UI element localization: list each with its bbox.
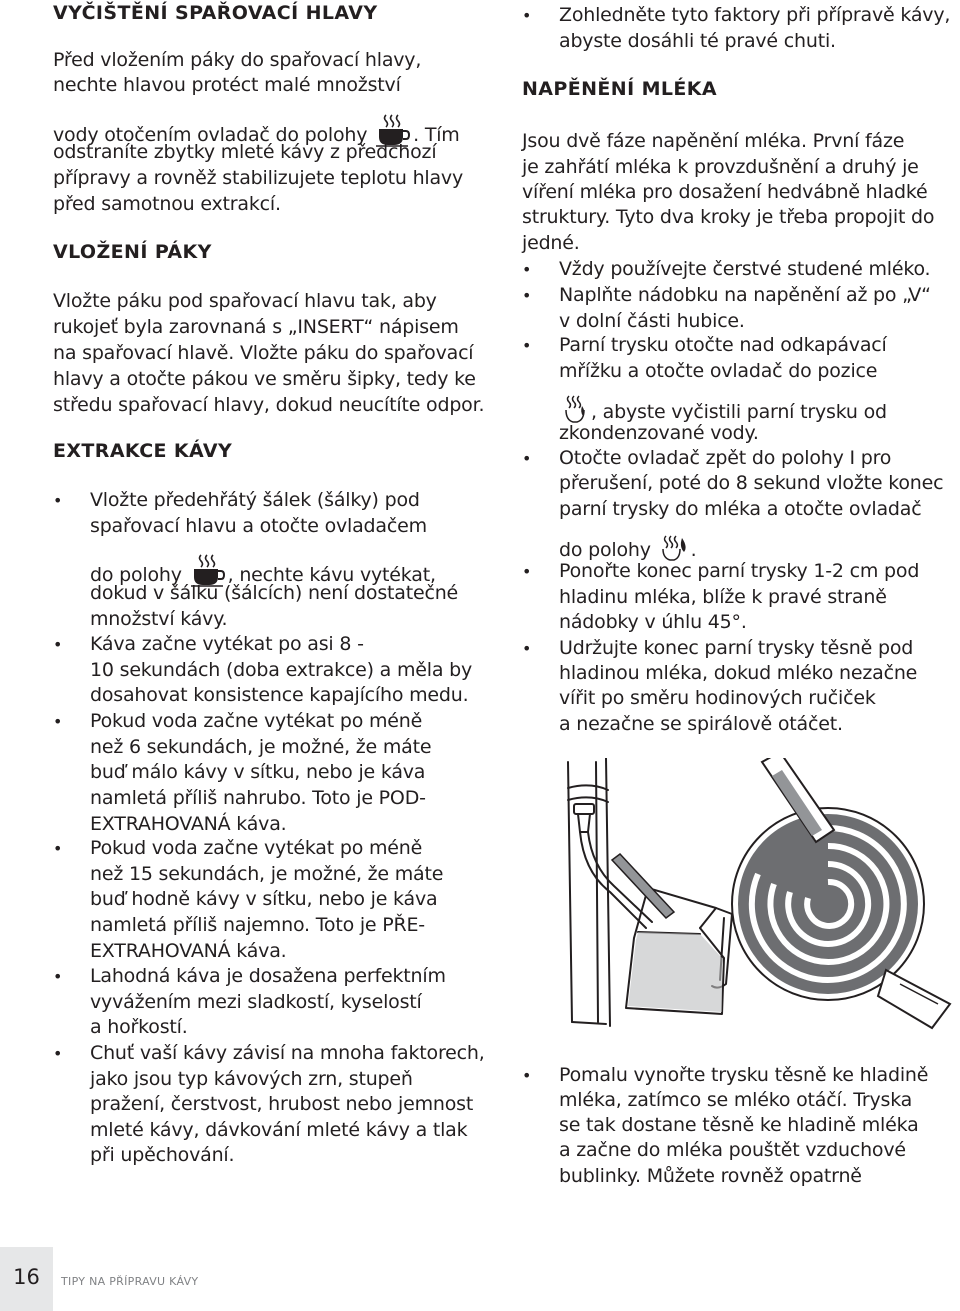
text-line: přerušení, poté do 8 sekund vložte konec xyxy=(559,472,944,494)
text-line: množství kávy. xyxy=(90,608,228,630)
text-line: hladinou mléka, dokud mléko nezačne xyxy=(559,662,918,684)
text-line: Ponořte konec parní trysky 1-2 cm pod xyxy=(559,560,920,582)
bullet: • xyxy=(522,336,532,355)
text-line: Zohledněte tyto faktory při přípravě kávy, xyxy=(559,4,951,26)
text-line: jako jsou typ kávových zrn, stupeň xyxy=(90,1068,413,1090)
text-line: Vložte předehřátý šálek (šálky) pod xyxy=(90,489,420,511)
text-line: namletá příliš nahrubo. Toto je POD- xyxy=(90,787,426,809)
text-line: Otočte ovladač zpět do polohy I pro xyxy=(559,447,892,469)
text-line: Pomalu vynořte trysku těsně ke hladině xyxy=(559,1064,929,1086)
text-line: na spařovací hlavě. Vložte páku do spařovací xyxy=(53,342,474,364)
text-line: nechte hlavou protéct malé množství xyxy=(53,74,401,96)
text-line: Chuť vaší kávy závisí na mnoha faktorech, xyxy=(90,1042,485,1064)
text-line: mřížku a otočte ovladač do pozice xyxy=(559,360,878,382)
text-line: , abyste vyčistili parní trysku od xyxy=(559,394,887,431)
text-line: dokud v šálku (šálcích) není dostatečné xyxy=(90,582,459,604)
milk-frothing-illustration xyxy=(566,758,952,1030)
text-line: víření mléka pro dosažení hedvábně hladké xyxy=(522,181,928,203)
bullet: • xyxy=(522,562,532,581)
text-line: a hořkostí. xyxy=(90,1016,188,1038)
text-line: mléka, zatímco se mléko otáčí. Tryska xyxy=(559,1089,913,1111)
text-line: Pokud voda začne vytékat po méně xyxy=(90,710,423,732)
page-number: 16 xyxy=(13,1265,40,1289)
bullet: • xyxy=(53,967,63,986)
heading-insert: VLOŽENÍ PÁKY xyxy=(53,241,212,263)
text-line: nádobky v úhlu 45°. xyxy=(559,611,747,633)
text-line: parní trysky do mléka a otočte ovladač xyxy=(559,498,922,520)
text-line: Vložte páku pod spařovací hlavu tak, aby xyxy=(53,290,437,312)
bullet: • xyxy=(522,1066,532,1085)
bullet: • xyxy=(522,449,532,468)
text-line: EXTRAHOVANÁ káva. xyxy=(90,940,287,962)
text-line: hlavy a otočte pákou ve směru šipky, tedy ke xyxy=(53,368,476,390)
text-line: je zahřátí mléka k provzdušnění a druhý je xyxy=(522,156,919,178)
bullet: • xyxy=(522,639,532,658)
bullet: • xyxy=(53,491,63,510)
text-line: Lahodná káva je dosažena perfektním xyxy=(90,965,446,987)
text-line: EXTRAHOVANÁ káva. xyxy=(90,813,287,835)
text-line: v dolní části hubice. xyxy=(559,310,745,332)
heading-cleaning: VYČIŠTĚNÍ SPAŘOVACÍ HLAVY xyxy=(53,2,378,24)
text-line: dosahovat konsistence kapajícího medu. xyxy=(90,684,469,706)
text-line: 10 sekundách (doba extrakce) a měla by xyxy=(90,659,473,681)
text-line: namletá příliš najemno. Toto je PŘE- xyxy=(90,914,425,936)
text-line: buď hodně kávy v sítku, nebo je káva xyxy=(90,888,438,910)
text-line: Pokud voda začne vytékat po méně xyxy=(90,837,423,859)
text-line: a začne do mléka pouštět vzduchové xyxy=(559,1139,906,1161)
text-line: vířit po směru hodinových ručiček xyxy=(559,687,876,709)
bullet: • xyxy=(522,6,532,25)
text-line: a nezačne se spirálově otáčet. xyxy=(559,713,843,735)
text-line: se tak dostane těsně ke hladině mléka xyxy=(559,1114,919,1136)
text-line: do polohy , nechte kávu vytékat, xyxy=(90,553,436,594)
text-line: přípravy a rovněž stabilizujete teplotu hlavy xyxy=(53,167,464,189)
text-line: Jsou dvě fáze napěnění mléka. První fáze xyxy=(522,130,905,152)
text-line: než 15 sekundách, je možné, že máte xyxy=(90,863,444,885)
text-line: do polohy . xyxy=(559,532,697,569)
bullet: • xyxy=(53,712,63,731)
text-line: před samotnou extrakcí. xyxy=(53,193,281,215)
text-line: vyvážením mezi sladkostí, kyselostí xyxy=(90,991,422,1013)
text-line: Naplňte nádobku na napěnění až po „V“ xyxy=(559,284,931,306)
footer-section-title: TIPY NA PŘÍPRAVU KÁVY xyxy=(61,1275,199,1288)
bullet: • xyxy=(53,1044,63,1063)
bullet: • xyxy=(53,635,63,654)
heading-milk-frothing: NAPĚNĚNÍ MLÉKA xyxy=(522,78,717,100)
bullet: • xyxy=(522,260,532,279)
text-line: zkondenzované vody. xyxy=(559,422,759,444)
text-line: bublinky. Můžete rovněž opatrně xyxy=(559,1165,862,1187)
page-number-box xyxy=(0,1247,53,1311)
text-line: struktury. Tyto dva kroky je třeba propojit do xyxy=(522,206,935,228)
text-line: při upěchování. xyxy=(90,1144,235,1166)
text-line: abyste dosáhli té pravé chuti. xyxy=(559,30,836,52)
text-line: rukojeť byla zarovnaná s „INSERT“ nápisem xyxy=(53,316,459,338)
text-line: Parní trysku otočte nad odkapávací xyxy=(559,334,887,356)
text-line: vody otočením ovladač do polohy . Tím xyxy=(53,113,460,154)
text-line: než 6 sekundách, je možné, že máte xyxy=(90,736,432,758)
text-line: Vždy používejte čerstvé studené mléko. xyxy=(559,258,931,280)
text-line: buď málo kávy v sítku, nebo je káva xyxy=(90,761,426,783)
milk-fill xyxy=(628,932,722,1012)
text-line: jedné. xyxy=(522,232,580,254)
bullet: • xyxy=(522,286,532,305)
text-line: Před vložením páky do spařovací hlavy, xyxy=(53,49,422,71)
bullet: • xyxy=(53,839,63,858)
text-line: Káva začne vytékat po asi 8 - xyxy=(90,633,364,655)
text-line: odstraníte zbytky mleté kávy z předchozí xyxy=(53,141,437,163)
text-line: pražení, čerstvost, hrubost nebo jemnost xyxy=(90,1093,474,1115)
swirl-detail xyxy=(732,758,950,1028)
text-line: středu spařovací hlavy, dokud neucítíte odpor. xyxy=(53,394,485,416)
text-line: mleté kávy, dávkování mleté kávy a tlak xyxy=(90,1119,468,1141)
text-line: Udržujte konec parní trysky těsně pod xyxy=(559,637,914,659)
text-line: hladinu mléka, blíže k pravé straně xyxy=(559,586,887,608)
heading-extraction: EXTRAKCE KÁVY xyxy=(53,440,233,462)
text-line: spařovací hlavu a otočte ovladačem xyxy=(90,515,427,537)
